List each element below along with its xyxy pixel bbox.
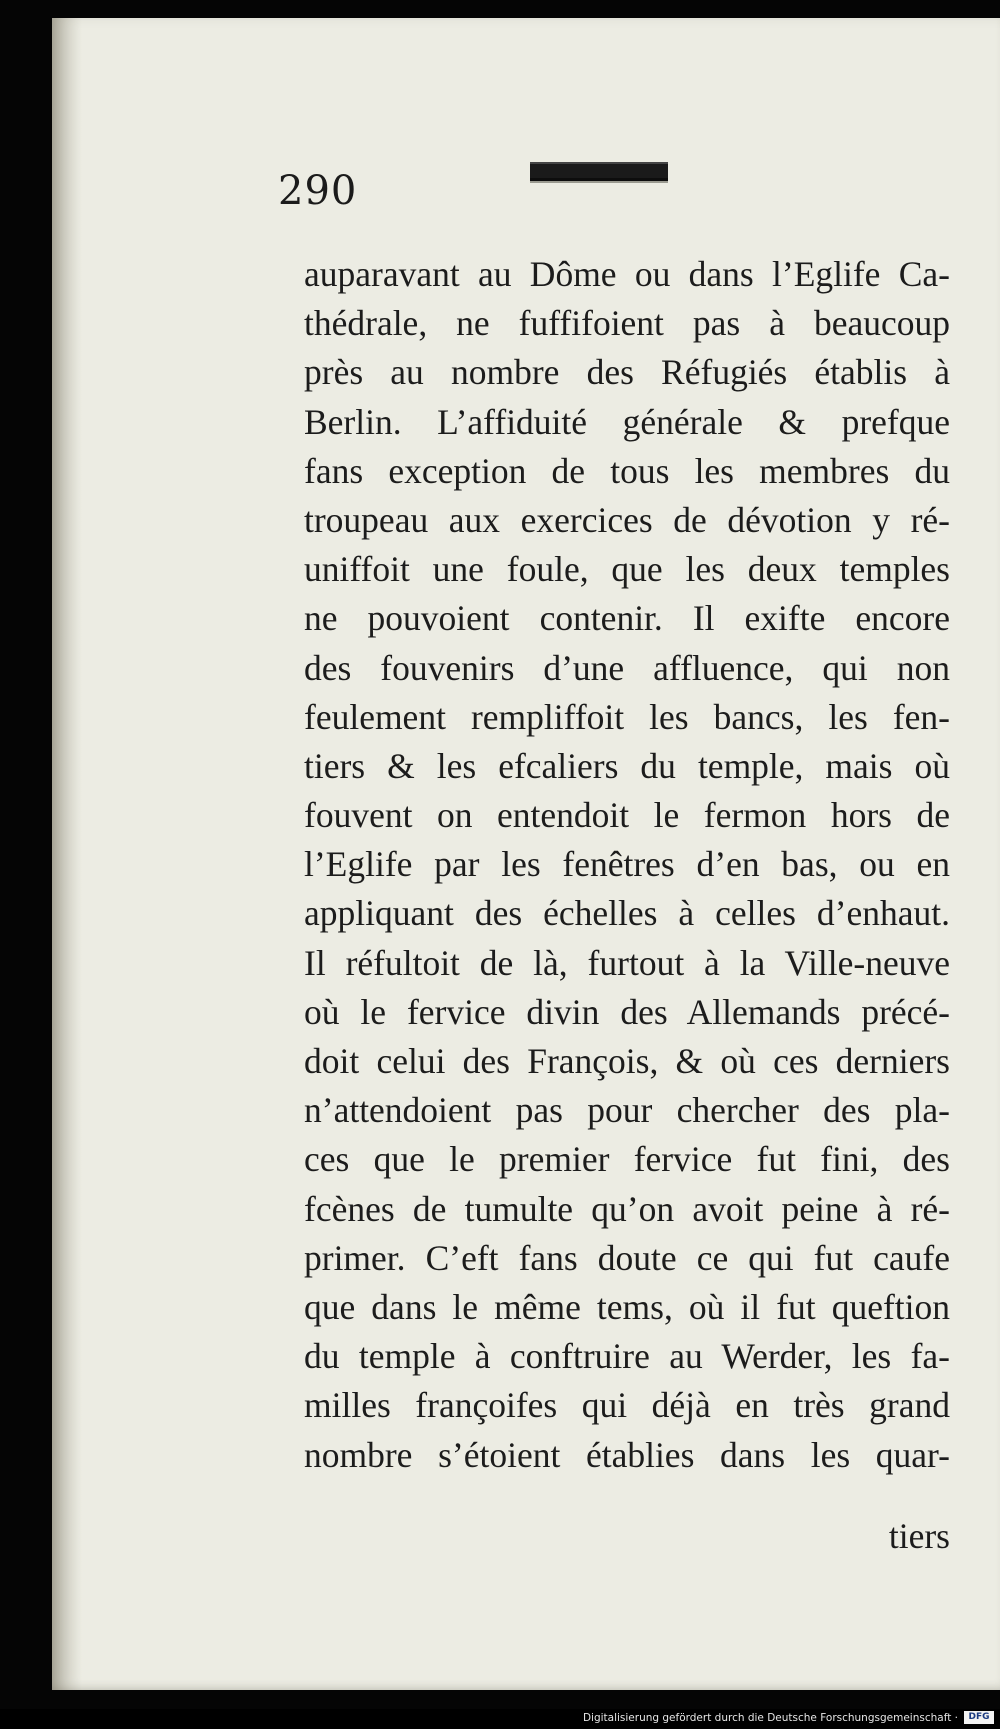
- text-line: près au nombre des Réfugiés établis à: [304, 352, 950, 393]
- text-line: ne pouvoient contenir. Il exifte encore: [304, 598, 950, 639]
- dfg-logo: DFG: [964, 1711, 994, 1724]
- funding-credit: Digitalisierung gefördert durch die Deutsche Forschungsgemeinschaft ·: [582, 1712, 958, 1724]
- text-line: troupeau aux exercices de dévotion y ré-: [304, 499, 950, 540]
- text-line: que dans le même tems, où il fut queftion: [304, 1286, 950, 1327]
- text-line: fouvent on entendoit le fermon hors de: [304, 795, 950, 836]
- text-line: fans exception de tous les membres du: [304, 450, 950, 491]
- text-line: où le fervice divin des Allemands précé-: [304, 991, 950, 1032]
- text-line: l’Eglife par les fenêtres d’en bas, ou en: [304, 844, 950, 885]
- text-line: nombre s’étoient établies dans les quar-: [304, 1434, 950, 1475]
- text-line: des fouvenirs d’une affluence, qui non: [304, 647, 950, 688]
- text-line: Il réfultoit de là, furtout à la Ville-neuve: [304, 942, 950, 983]
- text-line: fcènes de tumulte qu’on avoit peine à ré-: [304, 1188, 950, 1229]
- text-line: Berlin. L’affiduité générale & prefque: [304, 401, 950, 442]
- text-line: primer. C’eft fans doute ce qui fut caufe: [304, 1237, 950, 1278]
- text-line: tiers & les efcaliers du temple, mais où: [304, 745, 950, 786]
- book-page: [52, 18, 1000, 1690]
- text-line: appliquant des échelles à celles d’enhaut.: [304, 893, 950, 934]
- catchword: tiers: [888, 1516, 950, 1556]
- text-line: doit celui des François, & où ces derniers: [304, 1041, 950, 1081]
- text-line: ces que le premier fervice fut fini, des: [304, 1139, 950, 1180]
- head-ornament-rule: [530, 162, 668, 181]
- text-line: feulement rempliffoit les bancs, les fen-: [304, 696, 950, 737]
- text-line: uniffoit une foule, que les deux temples: [304, 549, 950, 590]
- text-line: n’attendoient pas pour chercher des pla-: [304, 1090, 950, 1131]
- text-line: milles françoifes qui déjà en très grand: [304, 1385, 950, 1426]
- text-line: auparavant au Dôme ou dans l’Eglife Ca-: [304, 254, 950, 294]
- spine-shadow: [52, 18, 82, 1690]
- text-line: thédrale, ne fuffifoient pas à beaucoup: [304, 303, 950, 344]
- body-text: [304, 250, 950, 1480]
- text-line: du temple à conftruire au Werder, les fa-: [304, 1336, 950, 1377]
- page-number: 290: [278, 168, 358, 214]
